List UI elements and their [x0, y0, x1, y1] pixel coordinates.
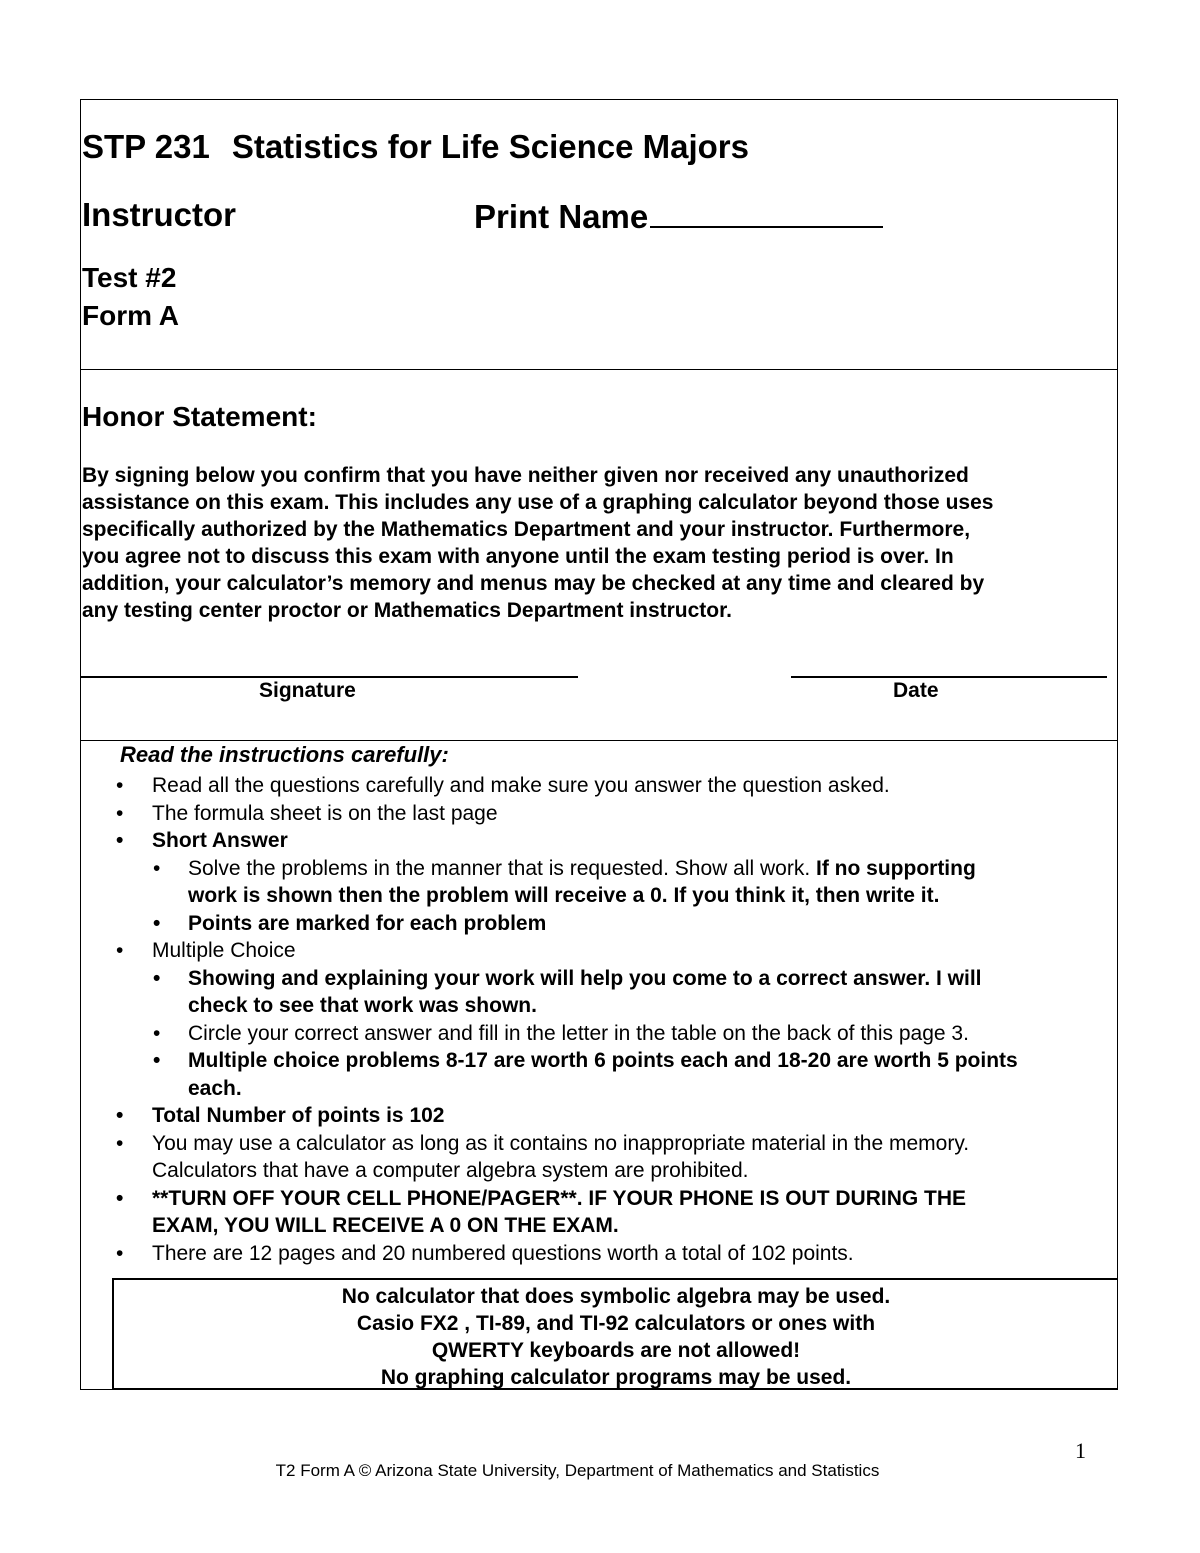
- list-item-continuation: [0, 882, 1200, 910]
- list-item-text: Read all the questions carefully and make sure you answer the question asked.: [152, 774, 890, 797]
- list-item: [0, 1047, 1200, 1075]
- list-item: [0, 855, 1200, 883]
- bullet-icon: •: [153, 911, 161, 935]
- bullet-icon: •: [153, 1021, 161, 1045]
- honor-line: specifically authorized by the Mathematics Department and your instructor. Furthermore,: [82, 518, 971, 541]
- calculator-notice-line: Casio FX2 , TI-89, and TI-92 calculators or ones with: [356, 1312, 876, 1335]
- honor-title: Honor Statement:: [82, 401, 317, 432]
- page-number: 1: [1075, 1438, 1086, 1463]
- signature-line[interactable]: [80, 676, 578, 678]
- list-item-emphasis: If no supporting: [816, 856, 976, 880]
- bullet-icon: •: [116, 1104, 124, 1127]
- print-name-label: Print Name: [474, 198, 649, 235]
- list-item-text: **TURN OFF YOUR CELL PHONE/PAGER**. IF YOUR PHONE IS OUT DURING THE: [152, 1186, 967, 1210]
- list-item: [0, 1130, 1200, 1158]
- date-line[interactable]: [791, 676, 1107, 678]
- bullet-icon: •: [116, 1186, 124, 1210]
- list-item: [0, 800, 1200, 828]
- form-label: Form A: [82, 300, 179, 331]
- list-item: [0, 772, 1200, 800]
- calculator-notice-line: No calculator that does symbolic algebra may be used.: [341, 1285, 891, 1308]
- list-item: [0, 965, 1200, 993]
- list-item: [0, 910, 1200, 938]
- list-item: [0, 827, 1200, 855]
- list-item-text: Solve the problems in the manner that is requested. Show all work.: [188, 856, 816, 880]
- list-item: [0, 1185, 1200, 1213]
- header-divider: [80, 369, 1118, 370]
- list-item-continuation: [0, 1075, 1200, 1103]
- bullet-icon: •: [116, 774, 124, 797]
- list-item-text: each.: [188, 1076, 242, 1100]
- list-item-text: You may use a calculator as long as it contains no inappropriate material in the memory.: [152, 1131, 970, 1155]
- copyright-footer: T2 Form A © Arizona State University, Department of Mathematics and Statistics: [275, 1461, 880, 1480]
- list-item-continuation: [0, 1212, 1200, 1240]
- list-item-text: Multiple choice problems 8-17 are worth 6 points each and 18-20 are worth 5 points: [188, 1049, 1018, 1072]
- list-item-text: There are 12 pages and 20 numbered questions worth a total of 102 points.: [152, 1241, 854, 1265]
- honor-line: assistance on this exam. This includes any use of a graphing calculator beyond those uses: [82, 491, 994, 514]
- course-title-line: [82, 128, 749, 166]
- list-item-text: The formula sheet is on the last page: [152, 801, 498, 825]
- honor-divider: [80, 740, 1118, 741]
- print-name-blank[interactable]: [650, 196, 883, 228]
- calculator-notice-box: [112, 1278, 1118, 1390]
- bullet-icon: •: [153, 966, 161, 990]
- list-item-text: Circle your correct answer and fill in the letter in the table on the back of this page 3.: [188, 1021, 969, 1045]
- bullet-icon: •: [153, 856, 161, 880]
- list-item-text: Showing and explaining your work will help you come to a correct answer. I will: [188, 966, 982, 990]
- bullet-icon: •: [116, 1241, 124, 1265]
- list-item-text: Multiple Choice: [152, 939, 296, 962]
- honor-line: addition, your calculator’s memory and menus may be checked at any time and cleared by: [82, 572, 985, 595]
- bullet-icon: •: [116, 829, 124, 852]
- date-label: Date: [893, 679, 939, 702]
- calculator-notice-line: QWERTY keyboards are not allowed!: [431, 1339, 801, 1362]
- bullet-icon: •: [116, 1131, 124, 1155]
- list-item: [0, 1240, 1200, 1268]
- list-item-text: Calculators that have a computer algebra system are prohibited.: [152, 1159, 749, 1182]
- list-item-text: work is shown then the problem will receive a 0. If you think it, then write it.: [188, 884, 940, 907]
- test-label: Test #2: [82, 262, 177, 293]
- list-item-continuation: [0, 992, 1200, 1020]
- bullet-icon: •: [116, 801, 124, 825]
- list-item-text: check to see that work was shown.: [188, 994, 537, 1017]
- list-item-text: Total Number of points is 102: [152, 1104, 445, 1127]
- honor-line: By signing below you confirm that you have neither given nor received any unauthorized: [82, 464, 969, 487]
- list-item-text: EXAM, YOU WILL RECEIVE A 0 ON THE EXAM.: [152, 1214, 619, 1237]
- list-item: [0, 1020, 1200, 1048]
- bullet-icon: •: [153, 1049, 161, 1072]
- calculator-notice-line: No graphing calculator programs may be used.: [380, 1366, 852, 1389]
- instructions-list: [0, 772, 1200, 1267]
- instructor-label: Instructor: [82, 196, 237, 233]
- honor-line: you agree not to discuss this exam with anyone until the exam testing period is over. In: [82, 545, 954, 568]
- signature-label: Signature: [259, 679, 356, 702]
- bullet-icon: •: [116, 939, 124, 962]
- list-item-continuation: [0, 1157, 1200, 1185]
- honor-line: any testing center proctor or Mathematics Department instructor.: [82, 599, 732, 622]
- list-item: [0, 1102, 1200, 1130]
- course-code: STP 231: [82, 128, 210, 165]
- list-item: [0, 937, 1200, 965]
- print-name-field[interactable]: [474, 196, 883, 236]
- list-item-text: Points are marked for each problem: [188, 911, 547, 935]
- list-item-text: Short Answer: [152, 829, 288, 852]
- course-title: Statistics for Life Science Majors: [231, 128, 749, 165]
- honor-statement-text: [82, 462, 1114, 624]
- instructions-heading: Read the instructions carefully:: [120, 742, 449, 767]
